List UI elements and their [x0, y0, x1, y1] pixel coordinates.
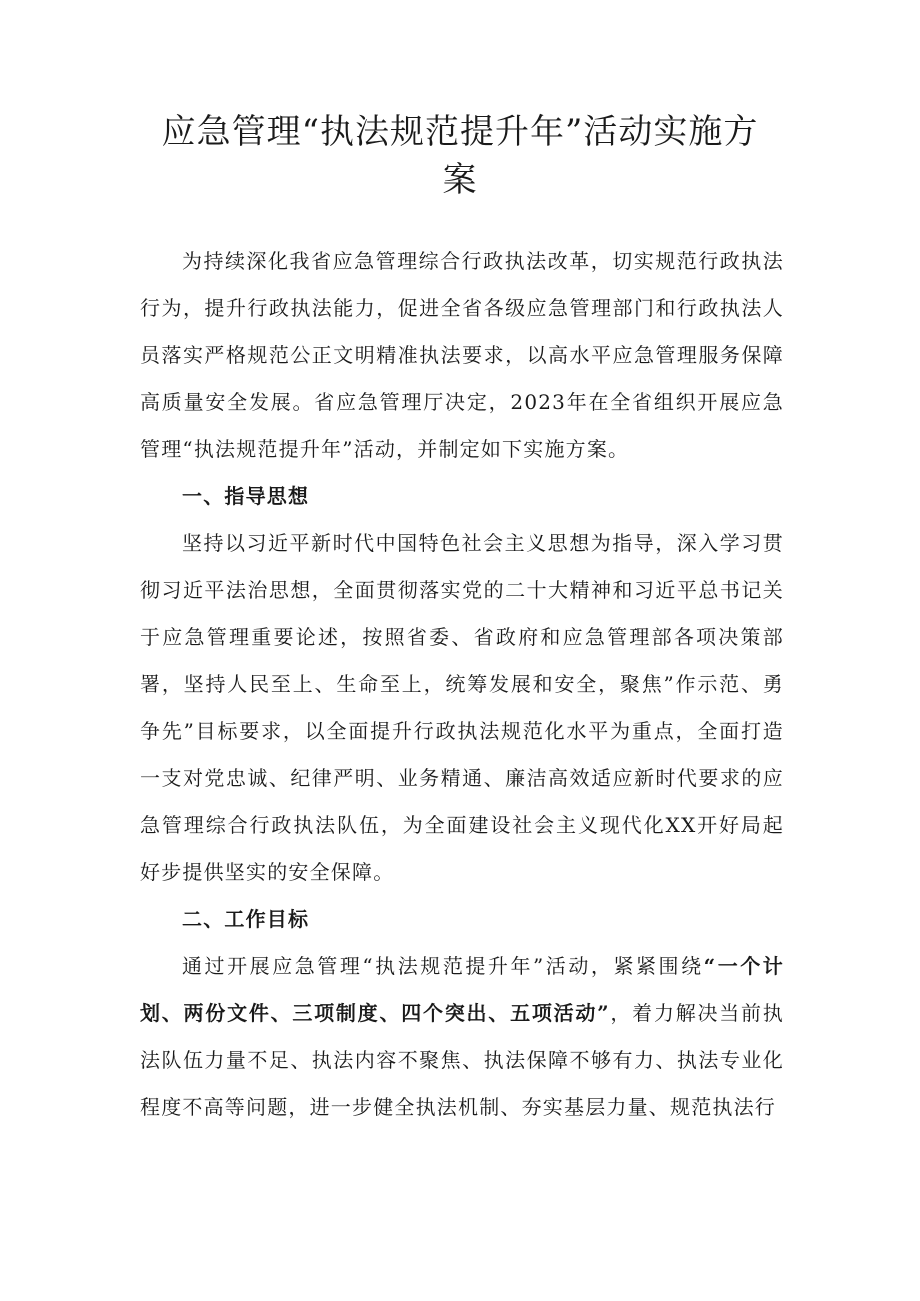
document-body — [140, 238, 784, 1131]
document-title-line2: 案 — [442, 160, 478, 200]
section2-paragraph — [140, 943, 784, 1131]
section1-heading: 一、指导思想 — [182, 484, 310, 508]
section2-text-bold: “一个计划、两份文件、三项制度、四个突出、五项活动” — [140, 954, 784, 1025]
section2-heading: 二、工作目标 — [182, 907, 310, 931]
section2-text-post: ，着力解决当前执法队伍力量不足、执法内容不聚焦、执法保障不够有力、执法专业化程度不高等问题，进一步健全执法机制、夯实基层力量、规范执法行 — [140, 1001, 784, 1119]
document-title-line1: 应急管理“执法规范提升年”活动实施方 — [161, 112, 759, 152]
intro-paragraph: 为持续深化我省应急管理综合行政执法改革，切实规范行政执法行为，提升行政执法能力，促进全省各级应急管理部门和行政执法人员落实严格规范公正文明精准执法要求，以高水平应急管理服务保障高质量安全发展。省应急管理厅决定，2023年在全省组织开展应急管理“执法规范提升年”活动，并制定如下实施方案。 — [140, 249, 784, 461]
section2-text-pre: 通过开展应急管理“执法规范提升年”活动，紧紧围绕 — [182, 954, 704, 978]
section1-paragraph: 坚持以习近平新时代中国特色社会主义思想为指导，深入学习贯彻习近平法治思想，全面贯彻落实党的二十大精神和习近平总书记关于应急管理重要论述，按照省委、省政府和应急管理部各项决策部署，坚持人民至上、生命至上，统筹发展和安全，聚焦”作示范、勇争先”目标要求，以全面提升行政执法规范化水平为重点，全面打造一支对党忠诚、纪律严明、业务精通、廉洁高效适应新时代要求的应急管理综合行政执法队伍，为全面建设社会主义现代化XX开好局起好步提供坚实的安全保障。 — [140, 531, 784, 884]
